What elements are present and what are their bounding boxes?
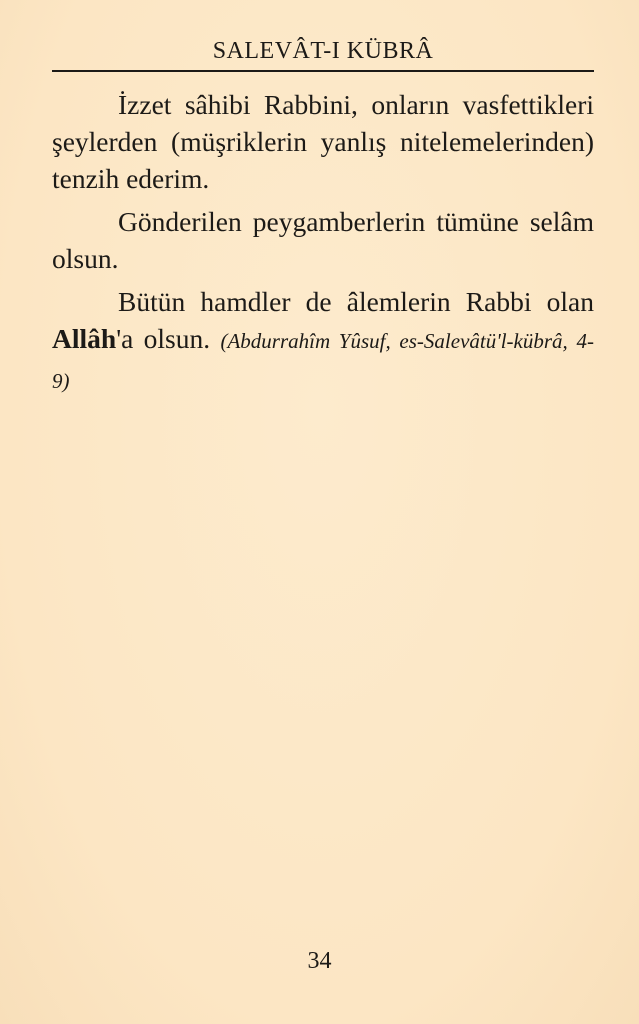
paragraph-text: Bütün hamdler de âlemlerin Rabbi olan — [118, 286, 594, 317]
bold-divine-name: Allâh — [52, 323, 117, 354]
body-text — [52, 86, 594, 406]
citation: (Abdurrahîm Yûsuf, es-Salevâtü'l-kübrâ, 4-9) — [52, 329, 594, 393]
paragraph — [52, 203, 594, 277]
paragraph — [52, 86, 594, 197]
paragraph-text: Gönderilen peygamberlerin tümüne selâm olsun. — [52, 206, 594, 274]
running-header: SALEVÂT-I KÜBRÂ — [212, 38, 434, 64]
paragraph — [52, 283, 594, 400]
paragraph-text: İzzet sâhibi Rabbini, onların vasfettikleri şeylerden (müşriklerin yanlış nitelemelerinden) tenzih ederim. — [52, 89, 594, 194]
page-number: 34 — [307, 948, 332, 974]
paragraph-text-continued: 'a olsun. — [116, 323, 221, 354]
header-rule — [52, 70, 594, 72]
